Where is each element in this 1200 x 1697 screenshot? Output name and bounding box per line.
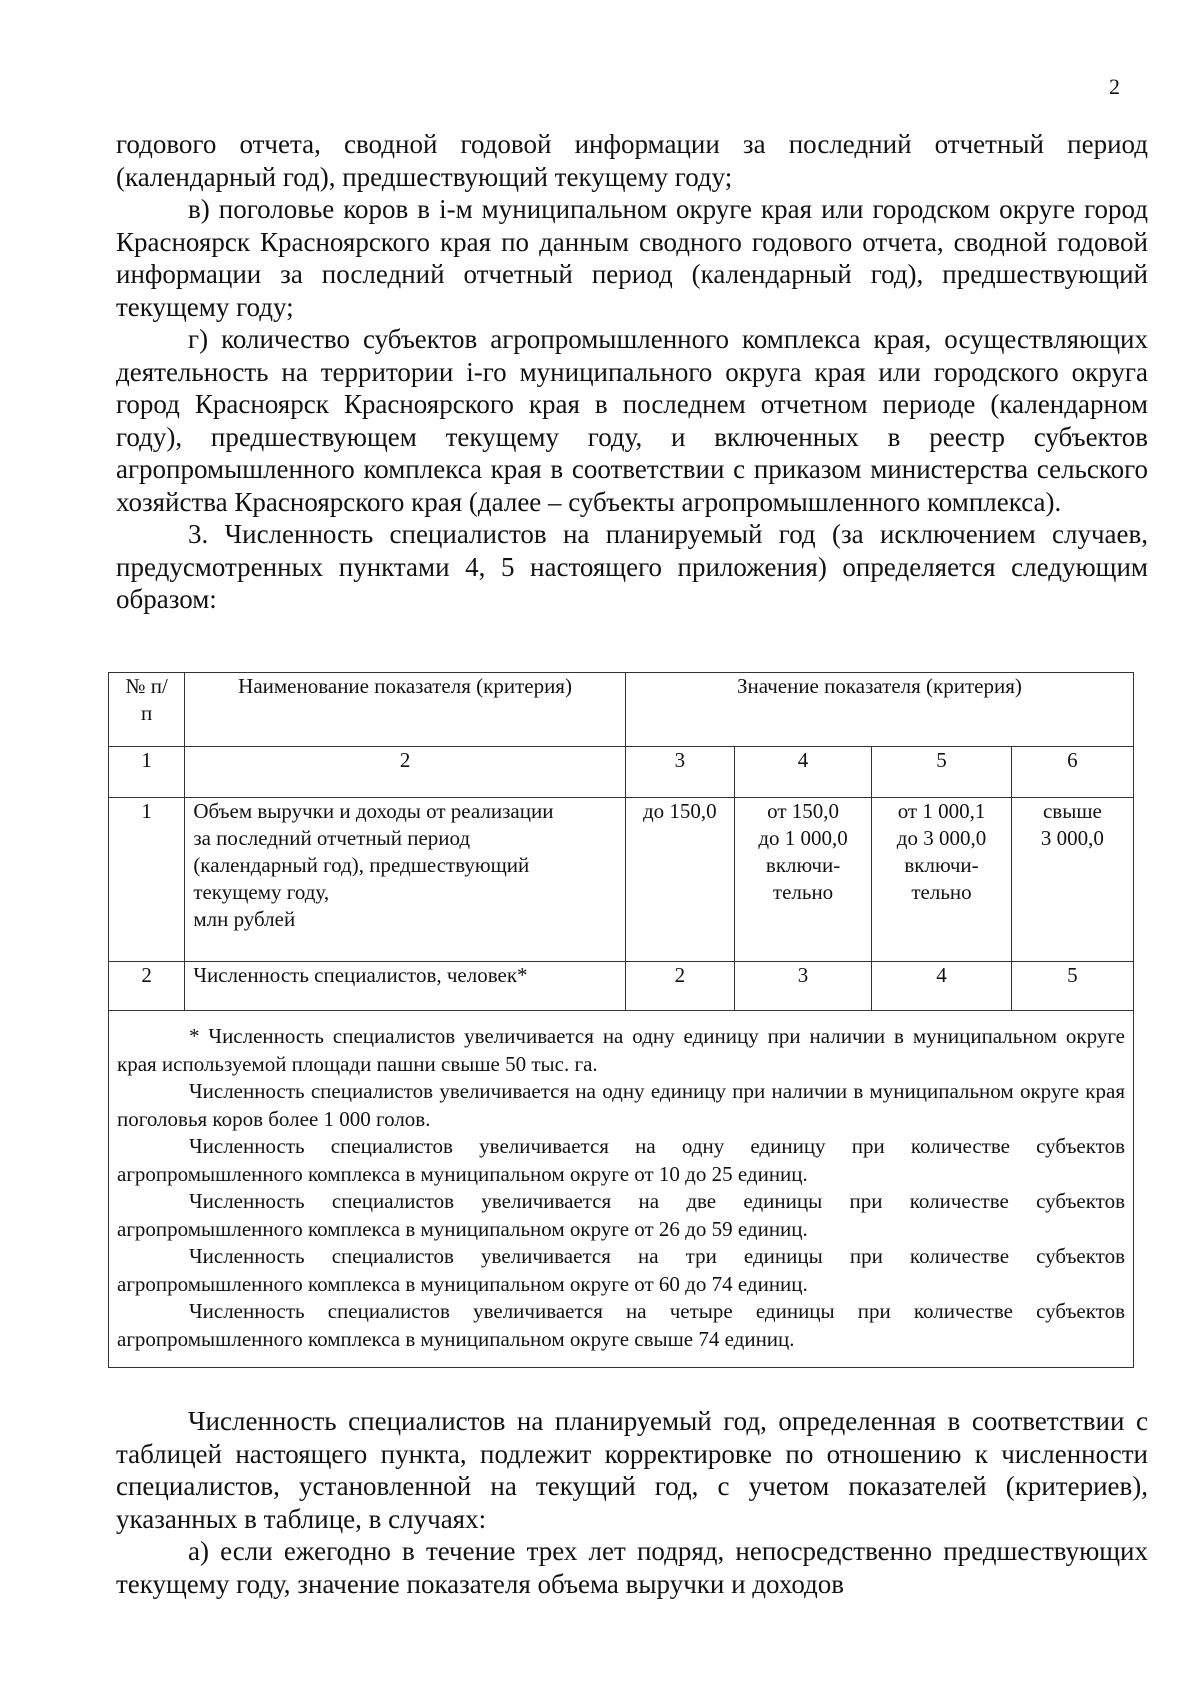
note: Численность специалистов увеличивается на три единицы при количестве субъектов агропромышленного комплекса в муниципальном округе от 60 до 74 единиц.: [117, 1244, 1125, 1296]
value-range-3: от 1 000,1 до 3 000,0 включи- тельно: [872, 798, 1012, 962]
col-number: 1: [109, 747, 185, 798]
header-value: Значение показателя (критерия): [625, 673, 1133, 747]
paragraph-continuation: годового отчета, сводной годовой информации за последний отчетный период (календарный год), предшествующий текущему году;: [116, 129, 1148, 192]
indicator-name: Объем выручки и доходы от реализации за последний отчетный период (календарный год), предшествующий текущему году, млн рублей: [185, 798, 626, 962]
closing-text: [116, 1405, 1148, 1600]
page-number: 2: [1109, 74, 1120, 99]
note: Численность специалистов увеличивается на одну единицу при количестве субъектов агропромышленного комплекса в муниципальном округе от 10 до 25 единиц.: [117, 1134, 1125, 1186]
paragraph-correction: Численность специалистов на планируемый год, определенная в соответствии с таблицей настоящего пункта, подлежит корректировке по отношению к численности специалистов, установленной на текущий год, с учетом показателей (критериев), указанных в таблице, в случаях:: [116, 1406, 1148, 1534]
indicator-name: Численность специалистов, человек*: [185, 962, 626, 1011]
col-number: 4: [734, 747, 871, 798]
row-number: 2: [109, 962, 185, 1011]
staff-count: 3: [734, 962, 871, 1011]
note: Численность специалистов увеличивается на две единицы при количестве субъектов агропромышленного комплекса в муниципальном округе от 26 до 59 единиц.: [117, 1189, 1125, 1241]
value-range-2: от 150,0 до 1 000,0 включи- тельно: [734, 798, 871, 962]
col-number: 3: [625, 747, 734, 798]
table-notes: [109, 1011, 1134, 1368]
staff-count: 5: [1011, 962, 1133, 1011]
header-num: № п/п: [109, 673, 185, 747]
value-range-4: свыше 3 000,0: [1011, 798, 1133, 962]
value-range-1: до 150,0: [625, 798, 734, 962]
column-numbers-row: [109, 747, 1134, 798]
note: * Численность специалистов увеличивается на одну единицу при наличии в муниципальном округе края используемой площади пашни свыше 50 тыс. га.: [117, 1024, 1125, 1076]
paragraph-point-3: 3. Численность специалистов на планируемый год (за исключением случаев, предусмотренных пунктами 4, 5 настоящего приложения) определяется следующим образом:: [116, 519, 1148, 614]
staff-count: 2: [625, 962, 734, 1011]
col-number: 5: [872, 747, 1012, 798]
note: Численность специалистов увеличивается на одну единицу при наличии в муниципальном округе края поголовья коров более 1 000 голов.: [117, 1079, 1125, 1131]
staff-count: 4: [872, 962, 1012, 1011]
col-number: 2: [185, 747, 626, 798]
col-number: 6: [1011, 747, 1133, 798]
paragraph-item-v: в) поголовье коров в i-м муниципальном округе края или городском округе город Красноярск Красноярского края по данным сводного годового отчета, сводной годовой информации за последний отчетный период (календарный год), предшествующий текущему году;: [116, 194, 1148, 322]
table-row: [109, 798, 1134, 962]
table-header-row: [109, 673, 1134, 747]
table-notes-row: [109, 1011, 1134, 1368]
table-row: [109, 962, 1134, 1011]
paragraph-item-a: а) если ежегодно в течение трех лет подряд, непосредственно предшествующих текущему году, значение показателя объема выручки и доходов: [116, 1536, 1148, 1599]
header-name: Наименование показателя (критерия): [185, 673, 626, 747]
criteria-table: [108, 672, 1134, 1368]
paragraph-item-g: г) количество субъектов агропромышленного комплекса края, осуществляющих деятельность на территории i-го муниципального округа края или городского округа город Красноярск Красноярского края в последнем отчетном периоде (календарном году), предшествующем текущему году, и включенных в реестр субъектов агропромышленного комплекса края в соответствии с приказом министерства сельского хозяйства Красноярского края (далее – субъекты агропромышленного комплекса).: [116, 324, 1148, 517]
note: Численность специалистов увеличивается на четыре единицы при количестве субъектов агропромышленного комплекса в муниципальном округе свыше 74 единиц.: [117, 1299, 1125, 1351]
row-number: 1: [109, 798, 185, 962]
intro-text: [116, 128, 1148, 616]
